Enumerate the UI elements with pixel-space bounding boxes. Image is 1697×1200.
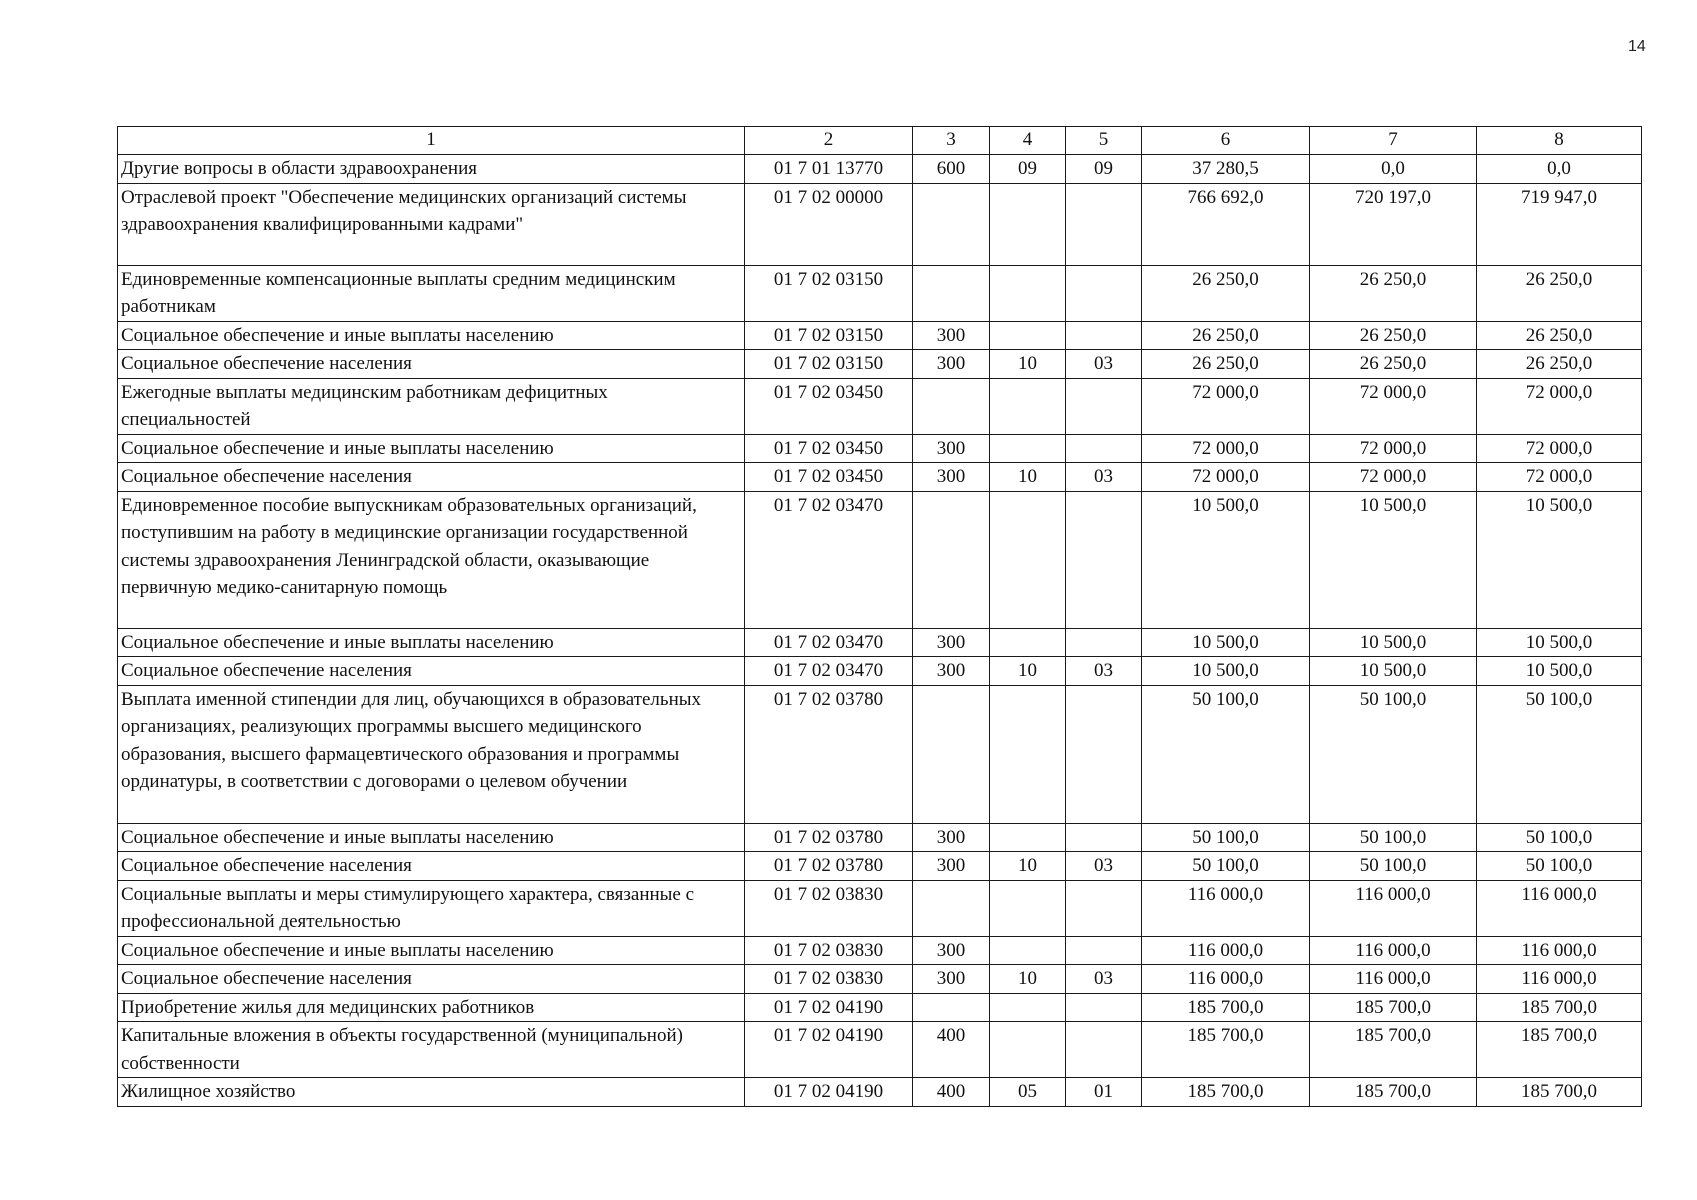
row-amount-col8-cell: 50 100,0 bbox=[1477, 823, 1642, 852]
row-expense-type-cell: 300 bbox=[913, 434, 990, 463]
table-row bbox=[118, 463, 1642, 492]
row-name-cell: Отраслевой проект "Обеспечение медицинских организаций системы здравоохранения квалифицированными кадрами" bbox=[118, 183, 745, 265]
row-section-cell bbox=[990, 993, 1066, 1022]
row-code-cell: 01 7 02 03780 bbox=[745, 823, 913, 852]
row-section-cell: 10 bbox=[990, 657, 1066, 686]
row-code-cell: 01 7 02 03780 bbox=[745, 685, 913, 823]
row-subsection-cell bbox=[1066, 880, 1142, 936]
row-amount-col6-cell: 50 100,0 bbox=[1142, 852, 1310, 881]
row-expense-type-cell: 600 bbox=[913, 155, 990, 184]
header-cell: 6 bbox=[1142, 127, 1310, 155]
row-section-cell: 09 bbox=[990, 155, 1066, 184]
row-amount-col8-cell: 185 700,0 bbox=[1477, 1078, 1642, 1107]
row-amount-col8-cell: 116 000,0 bbox=[1477, 880, 1642, 936]
row-expense-type-cell bbox=[913, 685, 990, 823]
table-row bbox=[118, 434, 1642, 463]
row-expense-type-cell: 300 bbox=[913, 463, 990, 492]
row-amount-col7-cell: 72 000,0 bbox=[1310, 463, 1477, 492]
row-code-cell: 01 7 02 03830 bbox=[745, 965, 913, 994]
header-cell: 8 bbox=[1477, 127, 1642, 155]
table-row bbox=[118, 965, 1642, 994]
table-row bbox=[118, 936, 1642, 965]
header-row bbox=[118, 127, 1642, 155]
row-section-cell: 05 bbox=[990, 1078, 1066, 1107]
header-cell: 1 bbox=[118, 127, 745, 155]
row-subsection-cell: 09 bbox=[1066, 155, 1142, 184]
row-name-cell: Ежегодные выплаты медицинским работникам дефицитных специальностей bbox=[118, 378, 745, 434]
row-expense-type-cell: 300 bbox=[913, 852, 990, 881]
row-section-cell bbox=[990, 321, 1066, 350]
table-row bbox=[118, 880, 1642, 936]
row-name-cell: Другие вопросы в области здравоохранения bbox=[118, 155, 745, 184]
table-row bbox=[118, 852, 1642, 881]
row-amount-col7-cell: 720 197,0 bbox=[1310, 183, 1477, 265]
row-code-cell: 01 7 02 03830 bbox=[745, 936, 913, 965]
row-code-cell: 01 7 02 03150 bbox=[745, 265, 913, 321]
row-section-cell: 10 bbox=[990, 350, 1066, 379]
budget-table bbox=[117, 126, 1642, 1107]
row-amount-col6-cell: 116 000,0 bbox=[1142, 936, 1310, 965]
row-subsection-cell bbox=[1066, 491, 1142, 628]
table-row bbox=[118, 321, 1642, 350]
row-amount-col6-cell: 116 000,0 bbox=[1142, 880, 1310, 936]
row-expense-type-cell bbox=[913, 880, 990, 936]
header-cell: 5 bbox=[1066, 127, 1142, 155]
row-code-cell: 01 7 02 03470 bbox=[745, 628, 913, 657]
table-row bbox=[118, 628, 1642, 657]
row-subsection-cell bbox=[1066, 936, 1142, 965]
row-amount-col6-cell: 116 000,0 bbox=[1142, 965, 1310, 994]
row-section-cell bbox=[990, 183, 1066, 265]
row-amount-col7-cell: 26 250,0 bbox=[1310, 321, 1477, 350]
row-code-cell: 01 7 02 04190 bbox=[745, 1022, 913, 1078]
row-subsection-cell: 03 bbox=[1066, 463, 1142, 492]
row-name-cell: Социальное обеспечение населения bbox=[118, 965, 745, 994]
table-row bbox=[118, 378, 1642, 434]
row-code-cell: 01 7 02 03450 bbox=[745, 434, 913, 463]
row-subsection-cell bbox=[1066, 434, 1142, 463]
row-name-cell: Капитальные вложения в объекты государственной (муниципальной) собственности bbox=[118, 1022, 745, 1078]
row-amount-col8-cell: 72 000,0 bbox=[1477, 434, 1642, 463]
row-section-cell bbox=[990, 685, 1066, 823]
header-cell: 3 bbox=[913, 127, 990, 155]
row-subsection-cell: 01 bbox=[1066, 1078, 1142, 1107]
row-code-cell: 01 7 02 03830 bbox=[745, 880, 913, 936]
row-amount-col8-cell: 26 250,0 bbox=[1477, 265, 1642, 321]
row-amount-col6-cell: 10 500,0 bbox=[1142, 657, 1310, 686]
row-code-cell: 01 7 02 03450 bbox=[745, 378, 913, 434]
row-expense-type-cell: 400 bbox=[913, 1078, 990, 1107]
row-amount-col8-cell: 10 500,0 bbox=[1477, 628, 1642, 657]
row-subsection-cell bbox=[1066, 823, 1142, 852]
row-amount-col7-cell: 10 500,0 bbox=[1310, 491, 1477, 628]
table-row bbox=[118, 183, 1642, 265]
row-subsection-cell: 03 bbox=[1066, 852, 1142, 881]
row-amount-col6-cell: 185 700,0 bbox=[1142, 1078, 1310, 1107]
row-subsection-cell bbox=[1066, 265, 1142, 321]
row-amount-col8-cell: 116 000,0 bbox=[1477, 936, 1642, 965]
row-name-cell: Выплата именной стипендии для лиц, обучающихся в образовательных организациях, реализующих программы высшего медицинского образования, высшего фармацевтического образования и программы ординатуры, в соответствии с договорами о целевом обучении bbox=[118, 685, 745, 823]
row-amount-col6-cell: 50 100,0 bbox=[1142, 823, 1310, 852]
row-amount-col6-cell: 72 000,0 bbox=[1142, 378, 1310, 434]
table-row bbox=[118, 491, 1642, 628]
row-amount-col8-cell: 50 100,0 bbox=[1477, 852, 1642, 881]
table-row bbox=[118, 1078, 1642, 1107]
row-code-cell: 01 7 02 04190 bbox=[745, 993, 913, 1022]
row-subsection-cell: 03 bbox=[1066, 657, 1142, 686]
row-amount-col6-cell: 766 692,0 bbox=[1142, 183, 1310, 265]
row-name-cell: Единовременные компенсационные выплаты средним медицинским работникам bbox=[118, 265, 745, 321]
row-name-cell: Единовременное пособие выпускникам образовательных организаций, поступившим на работу в медицинские организации государственной системы здравоохранения Ленинградской области, оказывающие первичную медико-санитарную помощь bbox=[118, 491, 745, 628]
row-expense-type-cell: 300 bbox=[913, 350, 990, 379]
row-subsection-cell bbox=[1066, 1022, 1142, 1078]
row-amount-col7-cell: 10 500,0 bbox=[1310, 657, 1477, 686]
row-amount-col8-cell: 72 000,0 bbox=[1477, 378, 1642, 434]
row-amount-col7-cell: 26 250,0 bbox=[1310, 265, 1477, 321]
row-amount-col6-cell: 26 250,0 bbox=[1142, 321, 1310, 350]
row-name-cell: Социальное обеспечение и иные выплаты населению bbox=[118, 628, 745, 657]
row-expense-type-cell: 300 bbox=[913, 965, 990, 994]
row-amount-col8-cell: 26 250,0 bbox=[1477, 321, 1642, 350]
row-code-cell: 01 7 02 03150 bbox=[745, 350, 913, 379]
row-name-cell: Социальное обеспечение и иные выплаты населению bbox=[118, 936, 745, 965]
row-amount-col7-cell: 50 100,0 bbox=[1310, 685, 1477, 823]
row-section-cell bbox=[990, 880, 1066, 936]
row-name-cell: Приобретение жилья для медицинских работников bbox=[118, 993, 745, 1022]
row-code-cell: 01 7 01 13770 bbox=[745, 155, 913, 184]
row-subsection-cell bbox=[1066, 183, 1142, 265]
row-amount-col8-cell: 116 000,0 bbox=[1477, 965, 1642, 994]
row-name-cell: Социальное обеспечение и иные выплаты населению bbox=[118, 434, 745, 463]
header-cell: 2 bbox=[745, 127, 913, 155]
table-row bbox=[118, 657, 1642, 686]
row-subsection-cell bbox=[1066, 628, 1142, 657]
row-subsection-cell bbox=[1066, 321, 1142, 350]
row-amount-col7-cell: 116 000,0 bbox=[1310, 936, 1477, 965]
row-amount-col7-cell: 185 700,0 bbox=[1310, 993, 1477, 1022]
table-row bbox=[118, 993, 1642, 1022]
row-amount-col6-cell: 37 280,5 bbox=[1142, 155, 1310, 184]
row-amount-col6-cell: 50 100,0 bbox=[1142, 685, 1310, 823]
row-section-cell bbox=[990, 936, 1066, 965]
row-name-cell: Социальное обеспечение и иные выплаты населению bbox=[118, 321, 745, 350]
row-code-cell: 01 7 02 03780 bbox=[745, 852, 913, 881]
row-subsection-cell: 03 bbox=[1066, 350, 1142, 379]
row-expense-type-cell bbox=[913, 491, 990, 628]
table-row bbox=[118, 350, 1642, 379]
row-section-cell bbox=[990, 491, 1066, 628]
row-name-cell: Социальное обеспечение населения bbox=[118, 657, 745, 686]
row-amount-col7-cell: 50 100,0 bbox=[1310, 852, 1477, 881]
row-amount-col6-cell: 185 700,0 bbox=[1142, 1022, 1310, 1078]
row-amount-col6-cell: 185 700,0 bbox=[1142, 993, 1310, 1022]
row-amount-col8-cell: 72 000,0 bbox=[1477, 463, 1642, 492]
row-amount-col7-cell: 10 500,0 bbox=[1310, 628, 1477, 657]
row-subsection-cell bbox=[1066, 685, 1142, 823]
row-name-cell: Социальное обеспечение и иные выплаты населению bbox=[118, 823, 745, 852]
table-row bbox=[118, 155, 1642, 184]
row-amount-col8-cell: 0,0 bbox=[1477, 155, 1642, 184]
row-code-cell: 01 7 02 00000 bbox=[745, 183, 913, 265]
row-subsection-cell bbox=[1066, 378, 1142, 434]
row-amount-col8-cell: 719 947,0 bbox=[1477, 183, 1642, 265]
row-section-cell bbox=[990, 1022, 1066, 1078]
row-expense-type-cell: 300 bbox=[913, 321, 990, 350]
row-name-cell: Социальное обеспечение населения bbox=[118, 852, 745, 881]
row-expense-type-cell: 400 bbox=[913, 1022, 990, 1078]
row-expense-type-cell bbox=[913, 993, 990, 1022]
table-row bbox=[118, 1022, 1642, 1078]
row-amount-col6-cell: 10 500,0 bbox=[1142, 491, 1310, 628]
row-amount-col6-cell: 26 250,0 bbox=[1142, 265, 1310, 321]
row-amount-col7-cell: 26 250,0 bbox=[1310, 350, 1477, 379]
row-code-cell: 01 7 02 04190 bbox=[745, 1078, 913, 1107]
row-amount-col6-cell: 10 500,0 bbox=[1142, 628, 1310, 657]
row-expense-type-cell bbox=[913, 378, 990, 434]
row-amount-col7-cell: 116 000,0 bbox=[1310, 880, 1477, 936]
page-number: 14 bbox=[1628, 38, 1646, 55]
row-section-cell: 10 bbox=[990, 852, 1066, 881]
row-amount-col8-cell: 10 500,0 bbox=[1477, 657, 1642, 686]
row-amount-col7-cell: 185 700,0 bbox=[1310, 1022, 1477, 1078]
row-section-cell bbox=[990, 628, 1066, 657]
row-amount-col6-cell: 72 000,0 bbox=[1142, 434, 1310, 463]
row-expense-type-cell: 300 bbox=[913, 823, 990, 852]
row-section-cell bbox=[990, 434, 1066, 463]
row-amount-col8-cell: 50 100,0 bbox=[1477, 685, 1642, 823]
table-body bbox=[118, 127, 1642, 1107]
row-expense-type-cell bbox=[913, 183, 990, 265]
row-section-cell: 10 bbox=[990, 463, 1066, 492]
header-cell: 4 bbox=[990, 127, 1066, 155]
row-amount-col7-cell: 185 700,0 bbox=[1310, 1078, 1477, 1107]
row-expense-type-cell: 300 bbox=[913, 628, 990, 657]
row-amount-col8-cell: 185 700,0 bbox=[1477, 1022, 1642, 1078]
row-section-cell: 10 bbox=[990, 965, 1066, 994]
row-expense-type-cell bbox=[913, 265, 990, 321]
row-amount-col6-cell: 72 000,0 bbox=[1142, 463, 1310, 492]
row-subsection-cell: 03 bbox=[1066, 965, 1142, 994]
row-name-cell: Социальное обеспечение населения bbox=[118, 350, 745, 379]
row-name-cell: Социальные выплаты и меры стимулирующего характера, связанные с профессиональной деятельностью bbox=[118, 880, 745, 936]
row-code-cell: 01 7 02 03470 bbox=[745, 657, 913, 686]
row-expense-type-cell: 300 bbox=[913, 936, 990, 965]
row-subsection-cell bbox=[1066, 993, 1142, 1022]
row-amount-col8-cell: 10 500,0 bbox=[1477, 491, 1642, 628]
row-code-cell: 01 7 02 03450 bbox=[745, 463, 913, 492]
row-section-cell bbox=[990, 378, 1066, 434]
row-code-cell: 01 7 02 03150 bbox=[745, 321, 913, 350]
table-row bbox=[118, 685, 1642, 823]
row-name-cell: Жилищное хозяйство bbox=[118, 1078, 745, 1107]
table-row bbox=[118, 265, 1642, 321]
row-amount-col7-cell: 72 000,0 bbox=[1310, 434, 1477, 463]
row-amount-col7-cell: 50 100,0 bbox=[1310, 823, 1477, 852]
row-amount-col7-cell: 72 000,0 bbox=[1310, 378, 1477, 434]
row-code-cell: 01 7 02 03470 bbox=[745, 491, 913, 628]
row-expense-type-cell: 300 bbox=[913, 657, 990, 686]
header-cell: 7 bbox=[1310, 127, 1477, 155]
row-section-cell bbox=[990, 265, 1066, 321]
row-amount-col7-cell: 0,0 bbox=[1310, 155, 1477, 184]
row-amount-col7-cell: 116 000,0 bbox=[1310, 965, 1477, 994]
row-amount-col8-cell: 185 700,0 bbox=[1477, 993, 1642, 1022]
row-section-cell bbox=[990, 823, 1066, 852]
row-amount-col8-cell: 26 250,0 bbox=[1477, 350, 1642, 379]
table-row bbox=[118, 823, 1642, 852]
row-name-cell: Социальное обеспечение населения bbox=[118, 463, 745, 492]
row-amount-col6-cell: 26 250,0 bbox=[1142, 350, 1310, 379]
